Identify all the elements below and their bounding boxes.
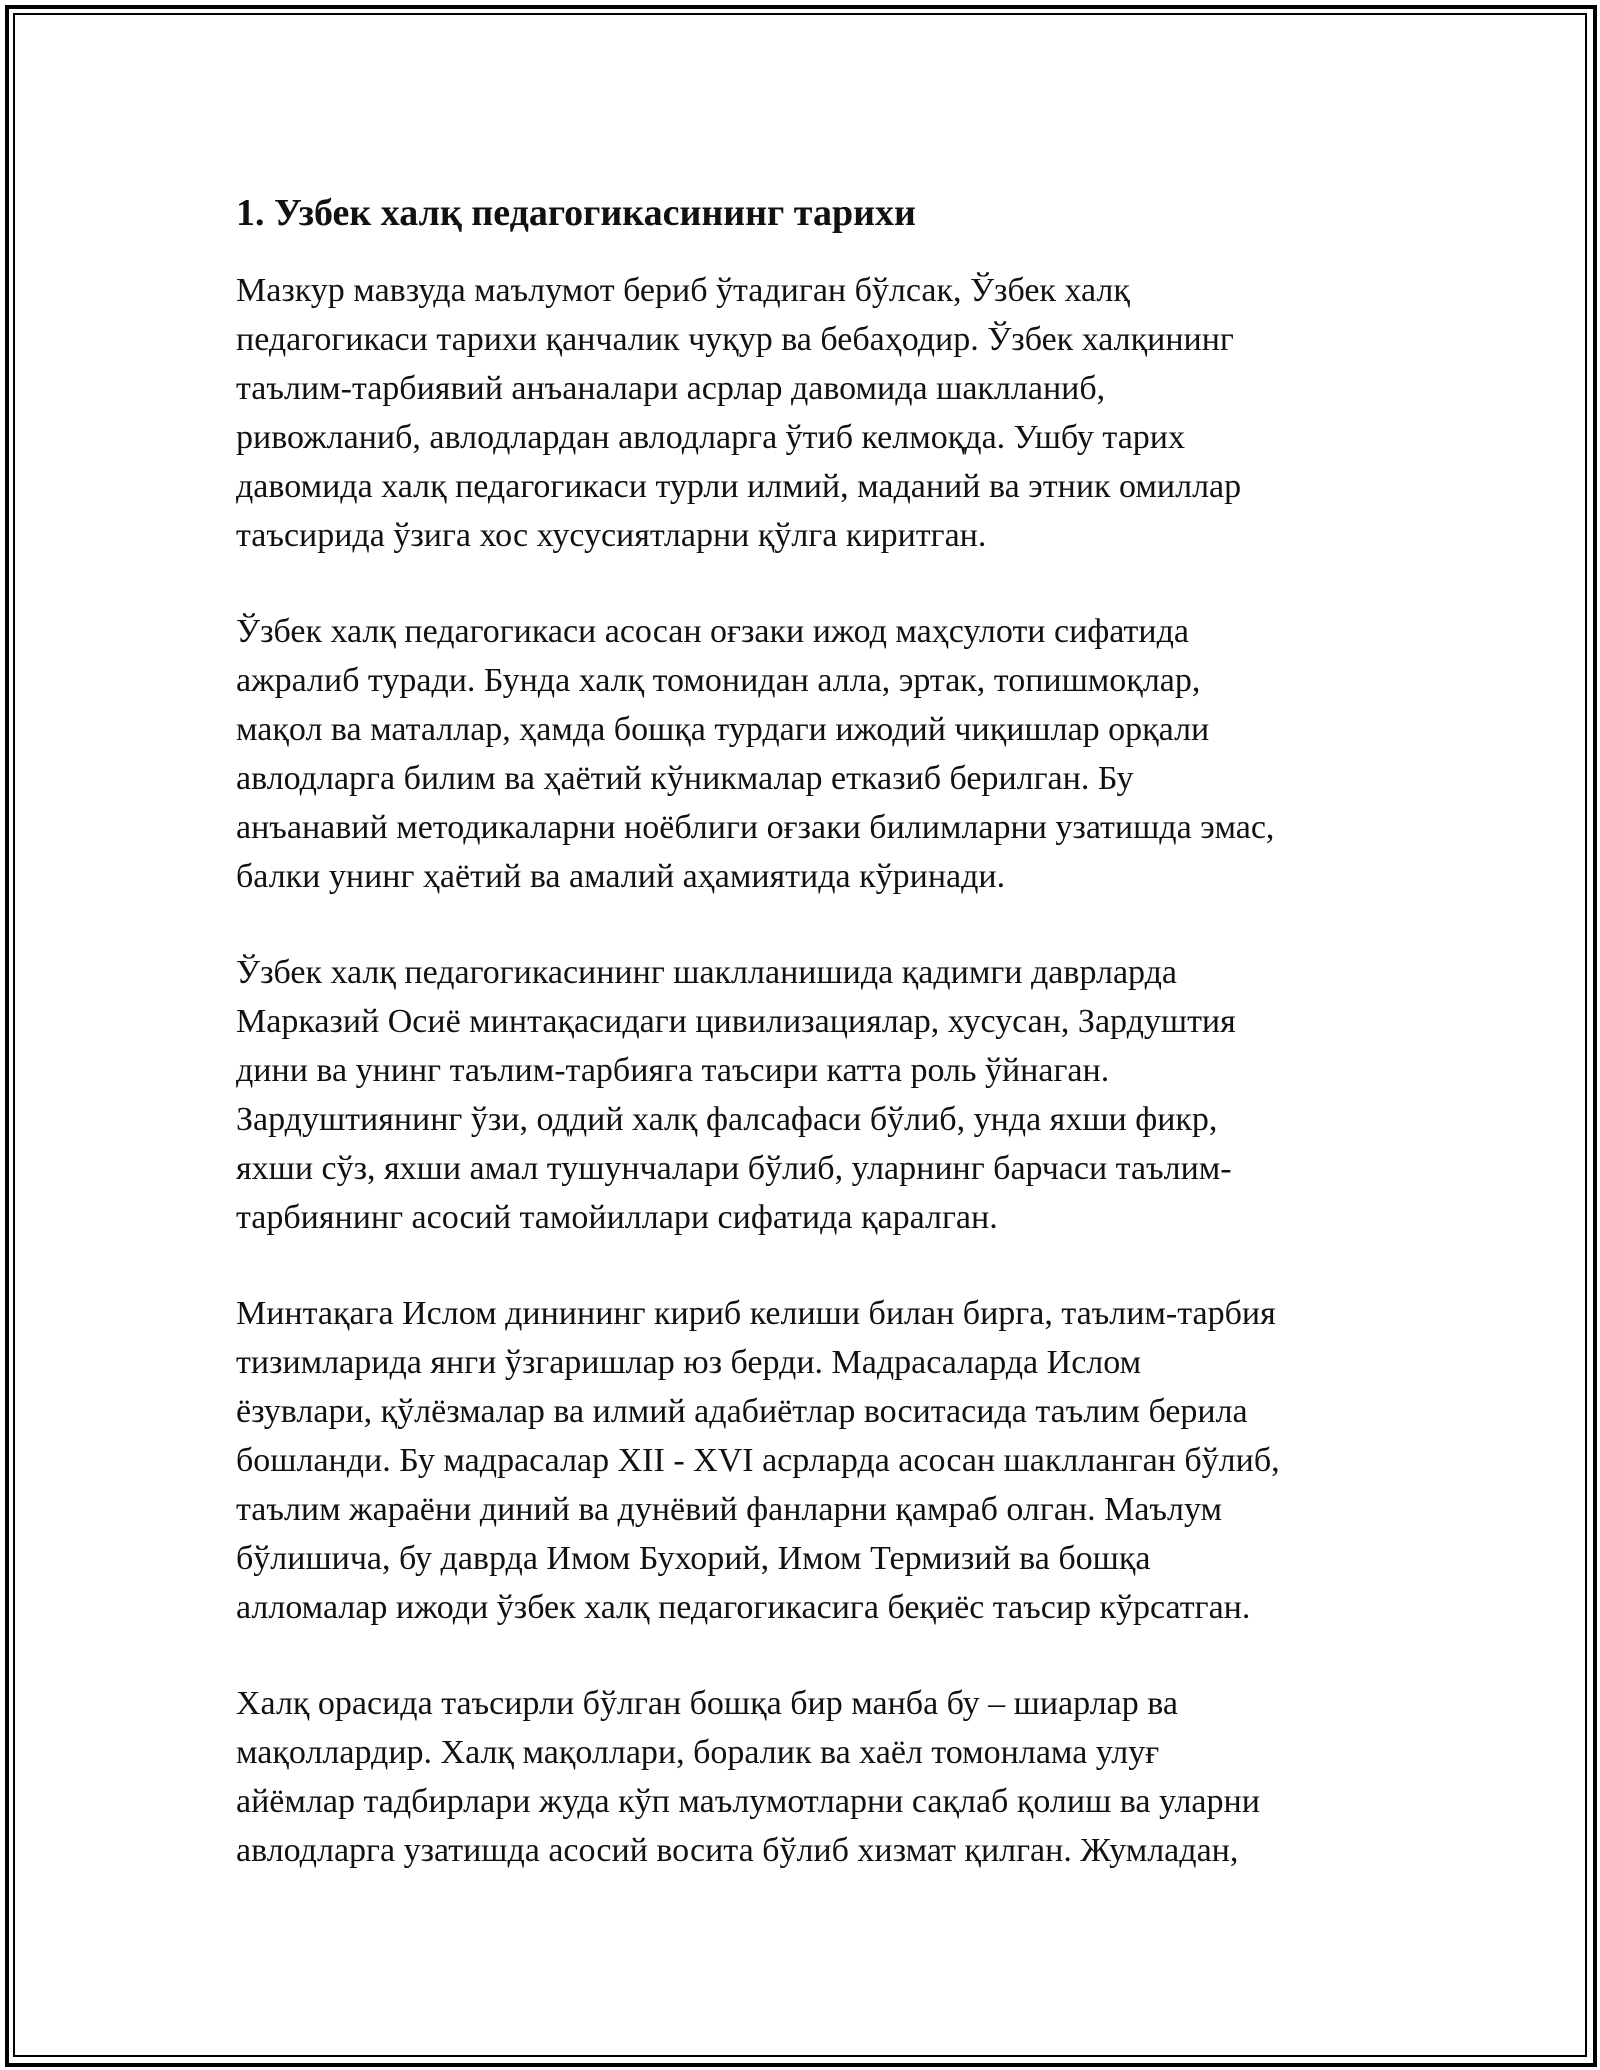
paragraph-line: Ўзбек халқ педагогикаси асосан оғзаки ижод маҳсулоти сифатида bbox=[236, 613, 1189, 650]
paragraph-line: яхши сўз, яхши амал тушунчалари бўлиб, уларнинг барчаси таълим- bbox=[236, 1150, 1232, 1187]
paragraph-line: авлодларга узатишда асосий восита бўлиб хизмат қилган. Жумладан, bbox=[236, 1832, 1239, 1869]
paragraph-line: таълим жараёни диний ва дунёвий фанларни қамраб олган. Маълум bbox=[236, 1491, 1223, 1528]
paragraph-4 bbox=[236, 1289, 1376, 1632]
paragraph-line: ажралиб туради. Бунда халқ томонидан алла, эртак, топишмоқлар, bbox=[236, 662, 1201, 699]
paragraph-line: айёмлар тадбирлари жуда кўп маълумотларни сақлаб қолиш ва уларни bbox=[236, 1783, 1260, 1820]
paragraph-line: бошланди. Бу мадрасалар XII - XVI асрларда асосан шаклланган бўлиб, bbox=[236, 1442, 1280, 1479]
paragraph-line: Халқ орасида таъсирли бўлган бошқа бир манба бу – шиарлар ва bbox=[236, 1685, 1178, 1722]
paragraph-5 bbox=[236, 1679, 1376, 1875]
paragraph-line: тарбиянинг асосий тамойиллари сифатида қаралган. bbox=[236, 1199, 998, 1236]
paragraph-line: мақоллардир. Халқ мақоллари, боралик ва хаёл томонлама улуғ bbox=[236, 1734, 1160, 1771]
section-heading: 1. Узбек халқ педагогикасининг тарихи bbox=[236, 192, 916, 234]
paragraph-line: давомида халқ педагогикаси турли илмий, маданий ва этник омиллар bbox=[236, 468, 1242, 505]
paragraph-line: таълим-тарбиявий анъаналари асрлар давомида шаклланиб, bbox=[236, 370, 1106, 407]
paragraph-line: Мазкур мавзуда маълумот бериб ўтадиган бўлсак, Ўзбек халқ bbox=[236, 272, 1130, 309]
paragraph-line: Зардуштиянинг ўзи, оддий халқ фалсафаси бўлиб, унда яхши фикр, bbox=[236, 1101, 1218, 1138]
paragraph-line: ривожланиб, авлодлардан авлодларга ўтиб келмоқда. Ушбу тарих bbox=[236, 419, 1185, 456]
paragraph-line: педагогикаси тарихи қанчалик чуқур ва бебаҳодир. Ўзбек халқининг bbox=[236, 321, 1234, 358]
paragraph-line: мақол ва маталлар, ҳамда бошқа турдаги ижодий чиқишлар орқали bbox=[236, 711, 1210, 748]
paragraph-line: таъсирида ўзига хос хусусиятларни қўлга киритган. bbox=[236, 517, 987, 554]
paragraph-line: балки унинг ҳаётий ва амалий аҳамиятида кўринади. bbox=[236, 858, 1006, 895]
paragraph-line: авлодларга билим ва ҳаётий кўникмалар етказиб берилган. Бу bbox=[236, 760, 1134, 797]
paragraph-line: бўлишича, бу даврда Имом Бухорий, Имом Термизий ва бошқа bbox=[236, 1540, 1151, 1577]
paragraph-3 bbox=[236, 948, 1376, 1242]
paragraph-line: дини ва унинг таълим-тарбияга таъсири катта роль ўйнаган. bbox=[236, 1052, 1110, 1089]
paragraph-line: Ўзбек халқ педагогикасининг шаклланишида қадимги даврларда bbox=[236, 954, 1177, 991]
paragraph-line: ёзувлари, қўлёзмалар ва илмий адабиётлар воситасида таълим берила bbox=[236, 1393, 1248, 1430]
paragraph-line: тизимларида янги ўзгаришлар юз берди. Мадрасаларда Ислом bbox=[236, 1344, 1142, 1381]
document-body bbox=[236, 186, 1376, 1922]
paragraph-line: алломалар ижоди ўзбек халқ педагогикасига беқиёс таъсир кўрсатган. bbox=[236, 1589, 1251, 1626]
paragraph-line: Марказий Осиё минтақасидаги цивилизациялар, хусусан, Зардуштия bbox=[236, 1003, 1236, 1040]
paragraph-1 bbox=[236, 266, 1376, 560]
paragraph-2 bbox=[236, 607, 1376, 901]
paragraph-line: анъанавий методикаларни ноёблиги оғзаки билимларни узатишда эмас, bbox=[236, 809, 1275, 846]
paragraph-line: Минтақага Ислом динининг кириб келиши билан бирга, таълим-тарбия bbox=[236, 1295, 1276, 1332]
